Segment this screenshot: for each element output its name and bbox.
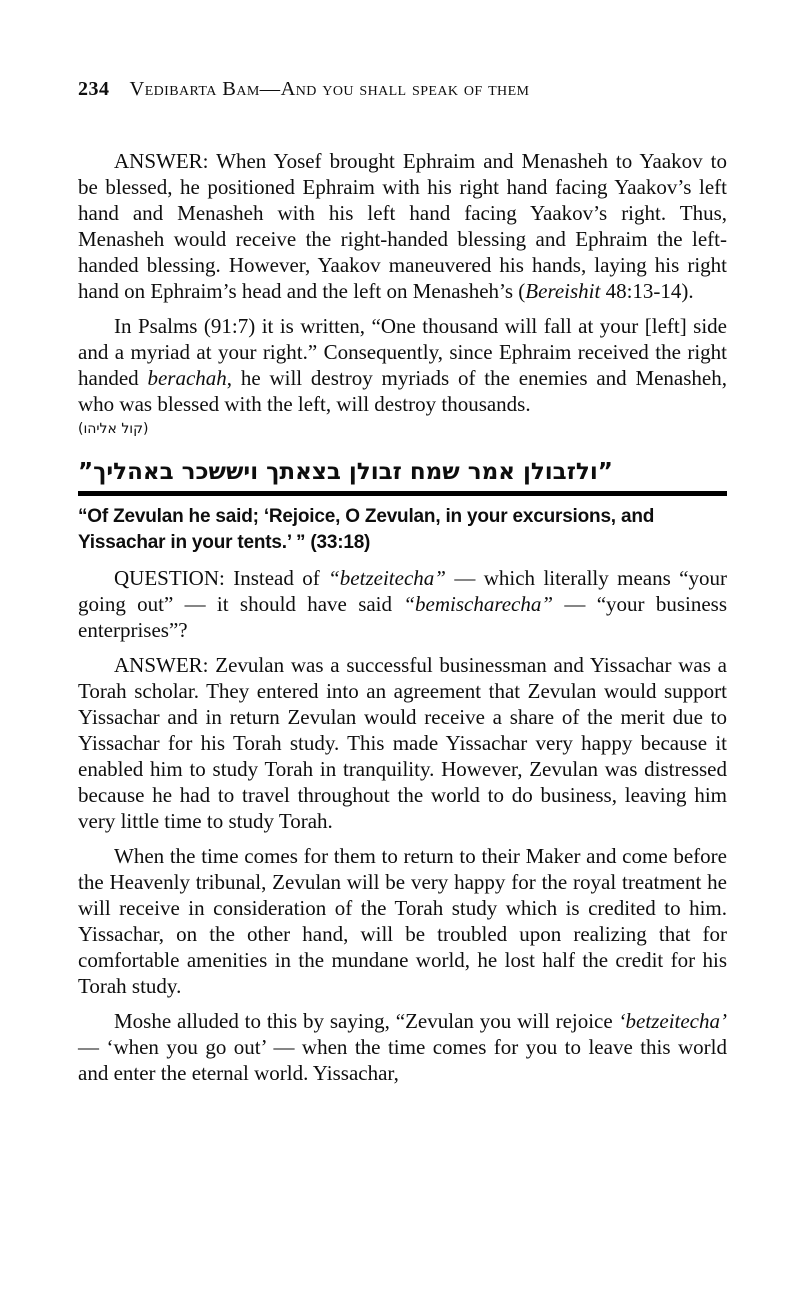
paragraph: QUESTION: Instead of “betzeitecha” — which literally means “your going out” — it should have said “bemischarecha” — “your business enterprises”? <box>78 566 727 642</box>
paragraph: ANSWER: When Yosef brought Ephraim and Menasheh to Yaakov to be blessed, he positioned Ephraim with his right hand facing Yaakov’s left hand and Menasheh with his left hand facing Yaakov’s right. Thus, Menasheh would receive the right-handed blessing and Ephraim the left-handed blessing. However, Yaakov maneuvered his hands, laying his right hand on Ephraim’s head and the left on Menasheh’s (Bereishit 48:13-14). <box>78 149 727 303</box>
question-answer-section <box>78 565 727 1086</box>
paragraph: When the time comes for them to return to their Maker and come before the Heavenly tribunal, Zevulan will be very happy for the royal treatment he will receive in consideration of the Torah study which is credited to him. Yissachar, on the other hand, will be troubled upon realizing that for comfortable amenities in the mundane world, he lost half the credit for his Torah study. <box>78 844 727 998</box>
verse-translation: “Of Zevulan he said; ‘Rejoice, O Zevulan, in your excursions, and Yissachar in your tents.’ ” (33:18) <box>78 506 655 553</box>
running-title: Vedibarta Bam—And you shall speak of them <box>129 78 530 100</box>
hebrew-verse-header: ”ולזבולן אמר שמח זבולן בצאתך ויששכר באהליך” <box>78 459 613 485</box>
section-divider <box>78 491 727 496</box>
answer-section <box>78 148 727 417</box>
page-number: 234 <box>78 78 110 100</box>
paragraph: ANSWER: Zevulan was a successful businessman and Yissachar was a Torah scholar. They entered into an agreement that Zevulan would support Yissachar and in return Zevulan would receive a share of the merit due to Yissachar for his Torah study. This made Yissachar very happy because it enabled him to study Torah in tranquility. However, Zevulan was distressed because he had to travel throughout the world to do business, leaving him very little time to study Torah. <box>78 653 727 833</box>
page-body <box>78 148 727 1086</box>
paragraph: Moshe alluded to this by saying, “Zevulan you will rejoice ‘betzeitecha’ — ‘when you go out’ — when the time comes for you to leave this world and enter the eternal world. Yissachar, <box>78 1009 727 1085</box>
page-header <box>78 78 727 101</box>
paragraph: In Psalms (91:7) it is written, “One thousand will fall at your [left] side and a myriad at your right.” Consequently, since Ephraim received the right handed berachah, he will destroy myriads of the enemies and Menasheh, who was blessed with the left, will destroy thousands. <box>78 314 727 416</box>
source-citation: (קול אליהו) <box>78 421 149 437</box>
